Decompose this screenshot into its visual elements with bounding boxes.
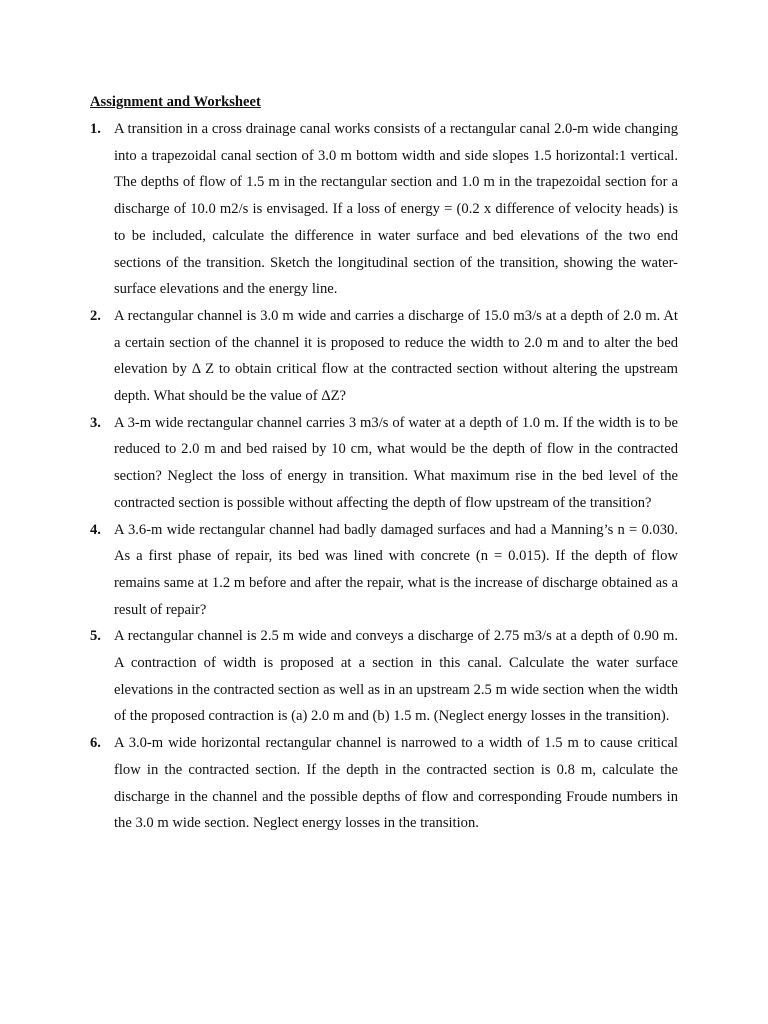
question-number: 6. — [90, 735, 101, 752]
question-list — [90, 116, 678, 837]
question-item — [90, 116, 678, 303]
question-item — [90, 623, 678, 730]
question-text: A rectangular channel is 3.0 m wide and carries a discharge of 15.0 m3/s at a depth of 2.0 m. At a certain section of the channel it is proposed to reduce the width to 2.0 m and to alter the bed elevation by Δ Z to obtain critical flow at the contracted section without altering the upstream depth. What should be the value of ΔZ? — [114, 307, 678, 405]
question-number: 2. — [90, 307, 101, 324]
question-item — [90, 517, 678, 624]
question-number: 4. — [90, 521, 101, 538]
question-number: 3. — [90, 414, 101, 431]
question-item — [90, 303, 678, 410]
question-number: 1. — [90, 121, 101, 137]
question-item — [90, 410, 678, 517]
question-text: A 3-m wide rectangular channel carries 3 m3/s of water at a depth of 1.0 m. If the width is to be reduced to 2.0 m and bed raised by 10 cm, what would be the depth of flow in the contracted section? Neglect the loss of energy in transition. What maximum rise in the bed level of the contracted section is possible without affecting the depth of flow upstream of the transition? — [114, 414, 678, 511]
question-number: 5. — [90, 628, 101, 645]
page-title: Assignment and Worksheet — [90, 94, 261, 110]
question-text: A 3.0-m wide horizontal rectangular channel is narrowed to a width of 1.5 m to cause critical flow in the contracted section. If the depth in the contracted section is 0.8 m, calculate the discharge in the channel and the possible depths of flow and corresponding Froude numbers in the 3.0 m wide section. Neglect energy losses in the transition. — [114, 735, 678, 832]
question-text: A rectangular channel is 2.5 m wide and conveys a discharge of 2.75 m3/s at a depth of 0.90 m. A contraction of width is proposed at a section in this canal. Calculate the water surface elevations in the contracted section as well as in an upstream 2.5 m wide section when the width of the proposed contraction is (a) 2.0 m and (b) 1.5 m. (Neglect energy losses in the transition). — [114, 628, 678, 725]
question-item — [90, 730, 678, 837]
question-text: A transition in a cross drainage canal works consists of a rectangular canal 2.0-m wide changing into a trapezoidal canal section of 3.0 m bottom width and side slopes 1.5 horizontal:1 vertical. The depths of flow of 1.5 m in the rectangular section and 1.0 m in the trapezoidal section for a discharge of 10.0 m2/s is envisaged. If a loss of energy = (0.2 x difference of velocity heads) is to be included, calculate the difference in water surface and bed elevations of the two end sections of the transition. Sketch the longitudinal section of the transition, showing the water-surface elevations and the energy line. — [114, 121, 678, 298]
question-text: A 3.6-m wide rectangular channel had badly damaged surfaces and had a Manning’s n = 0.030. As a first phase of repair, its bed was lined with concrete (n = 0.015). If the depth of flow remains same at 1.2 m before and after the repair, what is the increase of discharge obtained as a result of repair? — [114, 521, 678, 618]
